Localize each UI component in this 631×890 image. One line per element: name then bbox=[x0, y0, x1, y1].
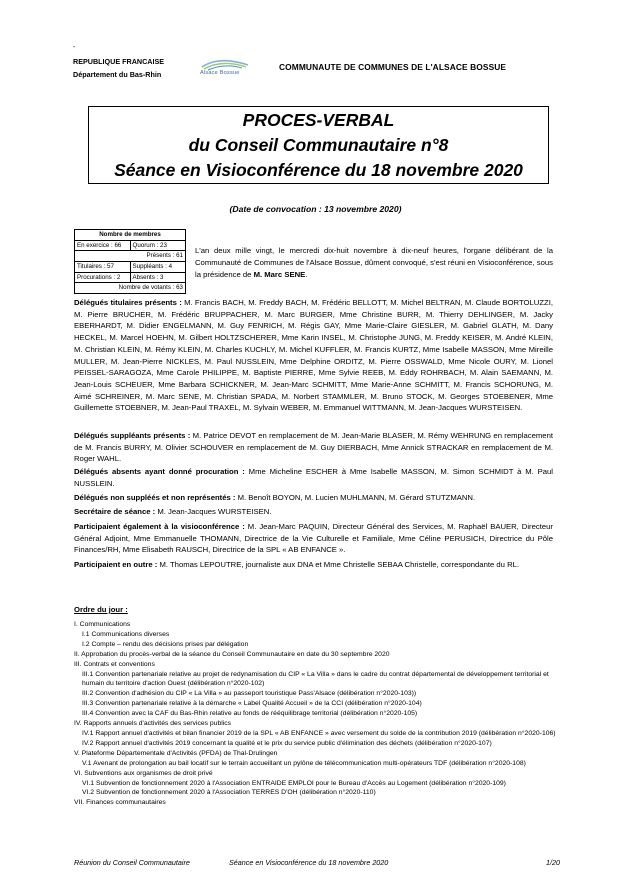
agenda-item: VI.2 Subvention de fonctionnement 2020 à l'Association TERRES D'OH (délibération n°2020-110) bbox=[82, 789, 376, 797]
agenda-item: II. Approbation du procès-verbal de la séance du Conseil Communautaire en date du 30 septembre 2020 bbox=[74, 650, 390, 658]
agenda-item: IV.1 Rapport annuel d'activités et bilan financier 2019 de la SPL « AB ENFANCE » avec versement du solde de la contribution 2019 (délibération n°2020-106) bbox=[82, 729, 556, 737]
intro-text: L'an deux mille vingt, le mercredi dix-huit novembre à dix-neuf heures, l'organe délibérant de la Communauté de Communes de l'Alsace Bossue, dûment convoqué, s'est réuni en Visioconférence, sous la présidence de bbox=[195, 246, 553, 280]
community-title: COMMUNAUTE DE COMMUNES DE L'ALSACE BOSSUE bbox=[279, 62, 507, 72]
section-procurations bbox=[74, 466, 553, 489]
department-label: Département du Bas-Rhin bbox=[73, 70, 162, 79]
agenda-item: III.4 Convention avec la CAF du Bas-Rhin relative au fonds de rééquilibrage territorial (délibération n°2020-105) bbox=[82, 710, 418, 718]
section-outre bbox=[74, 559, 553, 571]
section-label: Délégués suppléants présents : bbox=[74, 431, 191, 440]
members-titulaires: Titulaires : 57 bbox=[77, 263, 114, 271]
agenda-item: IV. Rapports annuels d'activités des services publics bbox=[74, 720, 232, 728]
section-text: M. Jean-Jacques WURSTEISEN. bbox=[155, 507, 272, 516]
section-text: M. Patrice DEVOT en remplacement de M. Jean-Marie BLASER, M. Rémy WEHRUNG en remplacement de M. Francis BURRY, M. Olivier SCHOUVER en remplacement de M. Guy DIERBACH, Mme Annick STRACKAR en remplacement de M. Roger WAHL. bbox=[74, 431, 553, 464]
members-en-exercice: En exercice : 66 bbox=[77, 241, 122, 249]
footer-middle: Séance en Visioconférence du 18 novembre 2020 bbox=[229, 858, 389, 867]
intro-end: . bbox=[305, 270, 308, 280]
agenda-item: I.2 Compte – rendu des décisions prises par délégation bbox=[82, 640, 249, 648]
members-votants: Nombre de votants : 63 bbox=[118, 284, 183, 292]
agenda-item: I.1 Communications diverses bbox=[82, 630, 170, 638]
agenda-item: V. Plateforme Départementale d'Activités (PFDA) de Thal-Drulingen bbox=[74, 749, 278, 757]
logo-text: Alsace Bossue bbox=[200, 70, 240, 76]
agenda-item: III.1 Convention partenariale relative au projet de redynamisation du CIP « La Villa » dans le cadre du contrat départemental de développement territorial et humain du territoire d'action Ouest (délibération n°2020-102) bbox=[82, 670, 549, 688]
agenda-item: VII. Finances communautaires bbox=[74, 799, 166, 807]
agenda-item: III.3 Convention partenariale relative à la démarche « Label Qualité Accueil » de la CCI (délibération n°2020-104) bbox=[82, 700, 422, 708]
agenda-item: VI.1 Subvention de fonctionnement 2020 à l'Association ENTRAIDE EMPLOI pour le Bureau d'Accès au Logement (délibération n°2020-109) bbox=[82, 779, 506, 787]
section-label: Participaient également à la visioconférence : bbox=[74, 522, 245, 531]
agenda-item: III.2 Convention d'adhésion du CIP « La Villa » au passeport touristique Pass'Alsace (délibération n°2020-103)) bbox=[82, 690, 417, 698]
section-label: Participaient en outre : bbox=[74, 560, 158, 569]
section-label: Délégués non suppléés et non représentés : bbox=[74, 493, 236, 502]
agenda-list bbox=[74, 620, 560, 808]
agenda-item: III. Contrats et conventions bbox=[74, 660, 155, 668]
members-procurations: Procurations : 2 bbox=[77, 273, 121, 281]
title-box bbox=[88, 106, 549, 184]
title-line-2: du Conseil Communautaire n°8 bbox=[188, 135, 449, 155]
members-quorum: Quorum : 23 bbox=[130, 241, 186, 251]
section-non-representes bbox=[74, 492, 553, 504]
agenda-item: VI. Subventions aux organismes de droit privé bbox=[74, 769, 213, 777]
section-text: M. Jean-Marc PAQUIN, Directeur Général des Services, M. Raphaël BAUER, Directeur Général Adjoint, Mme Emmanuelle THOMANN, Directrice de la Vie Culturelle et Familiale, Mme Céline PERUSICH, Directrice du Pôle Finances/RH, Mme Elisabeth RAUSCH, Directrice de la SPL « AB ENFANCE ». bbox=[74, 522, 553, 555]
section-titulaires bbox=[74, 297, 553, 414]
footer-left: Réunion du Conseil Communautaire bbox=[74, 858, 190, 867]
section-text: M. Francis BACH, M. Freddy BACH, M. Frédéric BELLOTT, M. Michel BELTRAN, M. Claude BORTOLUZZI, M. Pierre BRUCHER, M. Frédéric BRUPPACHER, M. Marc BURGER, Mme Christine BURR, M. Thierry DEHLINGER, M. Jacky EBERHARDT, M. Didier ENGELMANN, M. Guy FENRICH, M. Régis GAY, Mme Marie-Claire GIESLER, M. Gabriel GLATH, M. Dany HECKEL, M. Marcel HOEHN, M. Gilbert HOLTZSCHERER, Mme Karin INSEL, M. Christophe JUNG, M. Freddy KEISER, M. André KLEIN, M. Christian KLEIN, M. Rémy KLEIN, M. Charles KUCHLY, M. Michel KUFFLER, M. Francis KURTZ, Mme Isabelle MASSON, Mme Mireille MULLER, M. Jean-Pierre NICKLES, M. Paul NUSSLEIN, Mme Delphine ORDITZ, M. Pierre OSSWALD, Mme Nicole OURY, M. Lionel PEISSEL-SARAGOZA, Mme Carole PHILIPPE, M. Baptiste PIERRE, Mme Sylvie REEB, M. Eddy ROHRBACH, M. Alain SAEMANN, M. Jean-Louis SCHEUER, Mme Barbara SCHICKNER, M. Jean-Marc SCHMITT, Mme Marie-Anne SCHMITT, M. Francis SCHORUNG, M. Aimé SCHREINER, M. Marc SENE, M. Christian SPADA, M. Norbert STAMMLER, M. Bruno STOCK, M. Georges STOEBENER, Mme Guillemette STOEBNER, M. Jean-Paul TRAXEL, M. Sylvain WEBER, M. Emmanuel WITTMANN, M. Jean-Jacques WURSTEISEN. bbox=[74, 298, 553, 413]
agenda-title: Ordre du jour : bbox=[74, 605, 128, 614]
header-dot: - bbox=[73, 44, 76, 51]
members-suppleants: Suppléants : 4 bbox=[130, 262, 186, 272]
republic-label: REPUBLIQUE FRANCAISE bbox=[73, 57, 165, 66]
section-text: Mme Micheline ESCHER à Mme Isabelle MASSON, M. Simon SCHMIDT à M. Paul NUSSLEIN. bbox=[74, 467, 554, 488]
section-label: Secrétaire de séance : bbox=[74, 507, 156, 516]
section-secretaire bbox=[74, 506, 553, 518]
title-line-1: PROCES-VERBAL bbox=[242, 110, 395, 130]
section-label: Délégués titulaires présents : bbox=[74, 298, 182, 307]
header-left bbox=[73, 55, 164, 81]
members-heading: Nombre de membres bbox=[99, 231, 161, 238]
section-participaient bbox=[74, 521, 553, 556]
members-absents: Absents : 3 bbox=[130, 273, 186, 283]
section-label: Délégués absents ayant donné procuration : bbox=[74, 467, 245, 476]
title-line-3: Séance en Visioconférence du 18 novembre 2020 bbox=[114, 160, 523, 180]
members-presents: Présents : 61 bbox=[146, 252, 183, 260]
intro-paragraph bbox=[195, 245, 553, 282]
convocation-date: (Date de convocation : 13 novembre 2020) bbox=[229, 204, 402, 214]
members-table bbox=[74, 229, 186, 294]
page-number: 1/20 bbox=[546, 858, 560, 867]
agenda-item: IV.2 Rapport annuel d'activités 2019 concernant la qualité et le prix du service public d'élimination des déchets (délibération n°2020-107) bbox=[82, 739, 492, 747]
section-suppleants bbox=[74, 430, 553, 465]
agenda-item: V.1 Avenant de prolongation au bail locatif sur le terrain accueillant un pylône de télécommunication multi-opérateurs TDF (délibération n°2020-108) bbox=[82, 759, 526, 767]
intro-president: M. Marc SENE bbox=[253, 270, 306, 280]
section-text: M. Benoît BOYON, M. Lucien MUHLMANN, M. Gérard STUTZMANN. bbox=[235, 493, 476, 502]
section-text: M. Thomas LEPOUTRE, journaliste aux DNA et Mme Christelle SEBAA Christelle, correspondante du RL. bbox=[157, 560, 520, 569]
agenda-item: I. Communications bbox=[74, 621, 131, 628]
